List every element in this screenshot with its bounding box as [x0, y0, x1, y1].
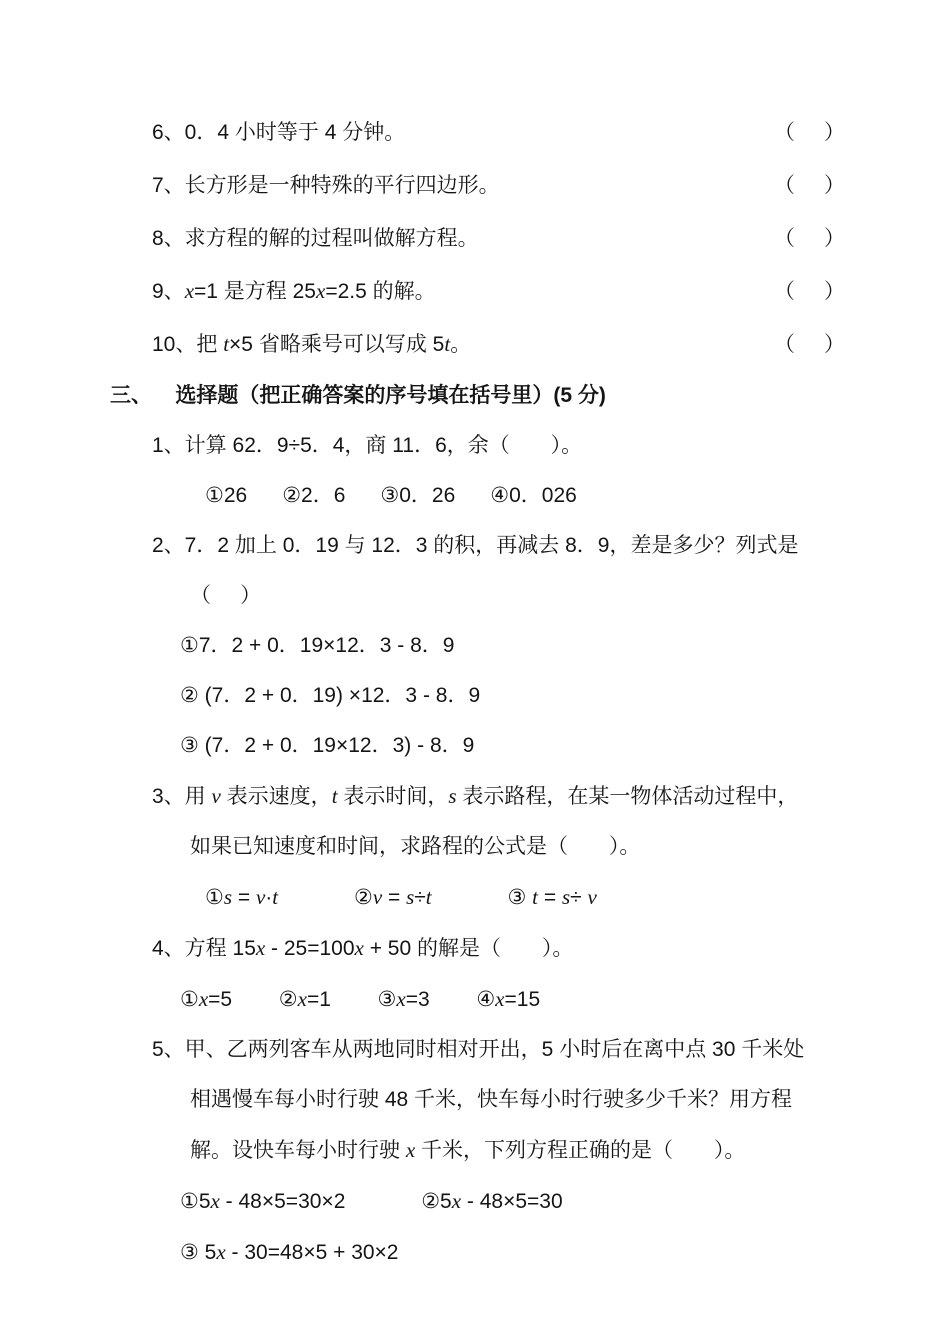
q5-stem-line-1 [152, 1025, 845, 1075]
line-text: （ ） [190, 584, 262, 607]
answer-brackets: （ ） [773, 280, 845, 303]
q2-stem [152, 521, 845, 571]
line-text: ①26 ②2．6 ③0．26 ④0．026 [205, 484, 577, 507]
q5-stem-line-2 [190, 1075, 845, 1125]
q5-stem-line-3 [190, 1125, 845, 1176]
true-false-item-10 [152, 318, 845, 371]
q2-answer-blank [190, 571, 845, 621]
q2-option-2 [180, 671, 845, 721]
q3-stem-line-1 [152, 771, 845, 822]
line-text: 相遇慢车每小时行驶 48 千米，快车每小时行驶多少千米？用方程 [190, 1088, 793, 1111]
line-text: 2、7．2 加上 0．19 与 12．3 的积，再减去 8．9，差是多少？列式是 [152, 534, 799, 557]
line-text: 1、计算 62．9÷5．4，商 11．6，余（ ）。 [152, 434, 583, 457]
statement-text: 9、x=1 是方程 25x=2.5 的解。 [152, 279, 436, 303]
q2-option-3 [180, 721, 845, 771]
true-false-item-9 [152, 265, 845, 318]
statement-text: 8、求方程的解的过程叫做解方程。 [152, 227, 479, 250]
line-text: 三、 选择题（把正确答案的序号填在括号里）(5 分) [110, 384, 606, 407]
q1-stem [152, 421, 845, 471]
true-false-item-6 [152, 106, 845, 159]
true-false-item-7 [152, 159, 845, 212]
line-text: ①7．2 + 0．19×12．3 - 8．9 [180, 634, 455, 657]
q4-options [180, 974, 845, 1025]
line-text: 如果已知速度和时间，求路程的公式是（ ）。 [190, 835, 641, 858]
answer-brackets: （ ） [773, 121, 845, 144]
line-text: ③ 5x - 30=48×5 + 30×2 [180, 1240, 399, 1264]
line-text: ①5x - 48×5=30×2 ②5x - 48×5=30 [180, 1189, 563, 1213]
statement-text: 7、长方形是一种特殊的平行四边形。 [152, 174, 500, 197]
line-text: 解。设快车每小时行驶 x 千米，下列方程正确的是（ ）。 [190, 1138, 746, 1162]
q1-options [205, 471, 845, 521]
line-text: ② (7．2 + 0．19) ×12．3 - 8．9 [180, 684, 481, 707]
q4-stem [152, 923, 845, 974]
q3-options [205, 872, 845, 923]
q2-option-1 [180, 621, 845, 671]
q5-options-line-1 [180, 1176, 845, 1227]
statement-text: 10、把 t×5 省略乘号可以写成 5t。 [152, 332, 472, 356]
q5-options-line-2 [180, 1227, 845, 1278]
line-text: 5、甲、乙两列客车从两地同时相对开出，5 小时后在离中点 30 千米处 [152, 1038, 805, 1061]
answer-brackets: （ ） [773, 227, 845, 250]
section-3-heading [110, 371, 845, 421]
true-false-item-8 [152, 212, 845, 265]
line-text: ③ (7．2 + 0．19×12．3) - 8．9 [180, 734, 475, 757]
line-text: 4、方程 15x - 25=100x + 50 的解是（ ）。 [152, 936, 574, 960]
q3-stem-line-2 [190, 822, 845, 872]
line-text: ①s = v·t ②v = s÷t ③ t = s÷ v [205, 885, 597, 909]
statement-text: 6、0．4 小时等于 4 分钟。 [152, 121, 406, 144]
answer-brackets: （ ） [773, 333, 845, 356]
document-content [110, 106, 845, 1278]
line-text: ①x=5 ②x=1 ③x=3 ④x=15 [180, 987, 541, 1011]
line-text: 3、用 v 表示速度，t 表示时间，s 表示路程，在某一物体活动过程中， [152, 784, 799, 808]
answer-brackets: （ ） [773, 174, 845, 197]
